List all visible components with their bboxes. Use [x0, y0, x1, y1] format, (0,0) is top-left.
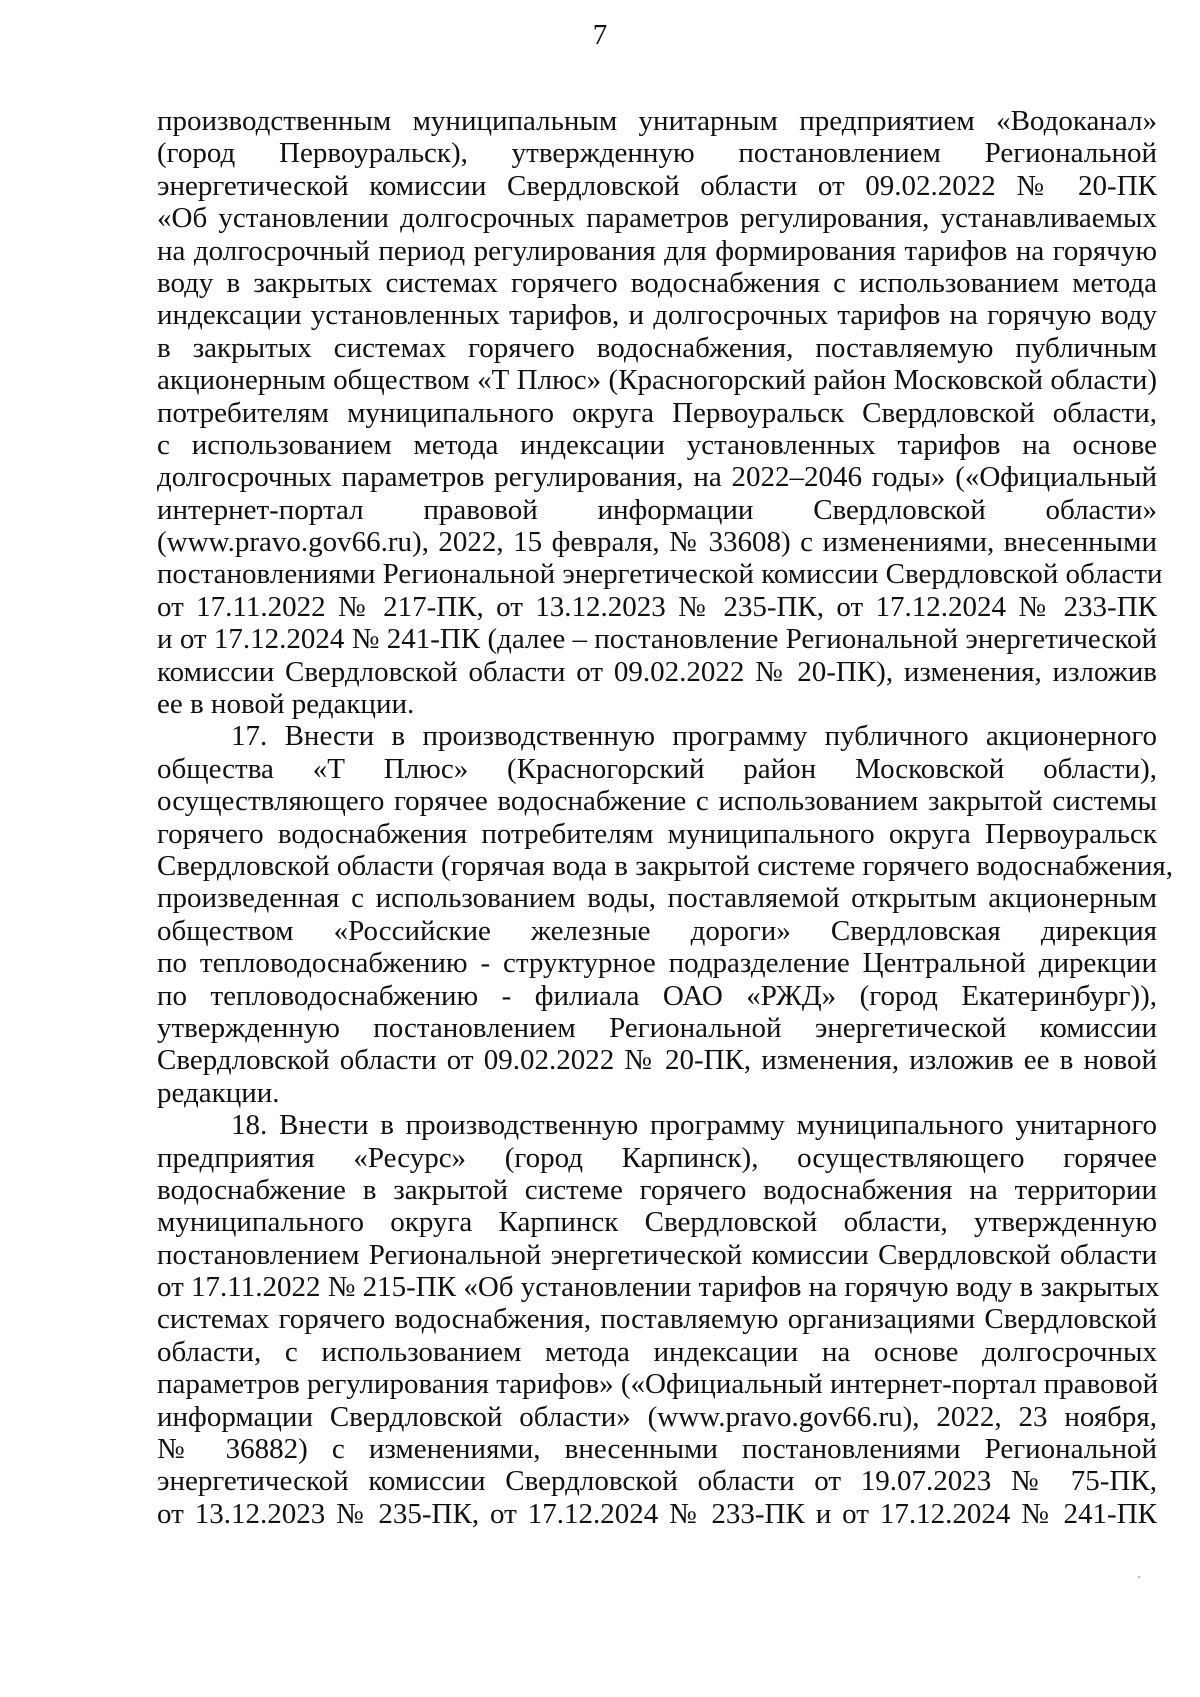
text-line: индексации установленных тарифов, и долгосрочных тарифов на горячую воду — [157, 299, 1157, 332]
text-line: 18. Внести в производственную программу муниципального унитарного — [231, 1109, 1157, 1142]
text-line: долгосрочных параметров регулирования, на 2022–2046 годы» («Официальный — [157, 461, 1157, 494]
text-line: и от 17.12.2024 № 241-ПК (далее – постановление Региональной энергетической — [157, 623, 1157, 656]
paragraph-item-17 — [157, 720, 1173, 1109]
text-line: интернет-портал правовой информации Свердловской области» — [157, 493, 1157, 526]
text-line: обществом «Российские железные дороги» Свердловская дирекция — [157, 914, 1157, 947]
paragraph-item-18 — [157, 1109, 1160, 1530]
text-line: ее в новой редакции. — [157, 688, 415, 721]
text-line: с использованием метода индексации установленных тарифов на основе — [157, 428, 1157, 461]
text-line: по тепловодоснабжению - структурное подразделение Центральной дирекции — [157, 947, 1157, 980]
text-line: производственным муниципальным унитарным предприятием «Водоканал» — [157, 105, 1157, 137]
text-line: муниципального округа Карпинск Свердловской области, утвержденную — [157, 1206, 1157, 1239]
text-line: произведенная с использованием воды, поставляемой открытым акционерным — [157, 882, 1157, 915]
text-line: энергетической комиссии Свердловской области от 09.02.2022 № 20-ПК — [157, 169, 1157, 202]
text-line: от 17.11.2022 № 215-ПК «Об установлении тарифов на горячую воду в закрытых — [157, 1271, 1160, 1304]
text-line: энергетической комиссии Свердловской области от 19.07.2023 № 75-ПК, — [157, 1465, 1157, 1498]
text-line: водоснабжение в закрытой системе горячего водоснабжения на территории — [157, 1173, 1157, 1206]
text-line: утвержденную постановлением Региональной энергетической комиссии — [157, 1011, 1157, 1044]
text-line: (www.pravo.gov66.ru), 2022, 15 февраля, № 33608) с изменениями, внесенными — [157, 526, 1157, 559]
text-line: комиссии Свердловской области от 09.02.2022 № 20-ПК), изменения, изложив — [157, 655, 1157, 688]
text-line: от 17.11.2022 № 217-ПК, от 13.12.2023 № 235-ПК, от 17.12.2024 № 233-ПК — [157, 590, 1157, 623]
document-body — [157, 105, 1173, 1530]
text-line: от 13.12.2023 № 235-ПК, от 17.12.2024 № 233-ПК и от 17.12.2024 № 241-ПК — [157, 1497, 1157, 1530]
text-line: акционерным обществом «Т Плюс» (Красногорский район Московской области) — [157, 364, 1157, 397]
text-line: горячего водоснабжения потребителям муниципального округа Первоуральск — [157, 817, 1157, 850]
text-line: «Об установлении долгосрочных параметров регулирования, устанавливаемых — [157, 202, 1157, 235]
text-line: Свердловской области (горячая вода в закрытой системе горячего водоснабжения, — [157, 849, 1173, 882]
scan-artifact — [1138, 1576, 1140, 1578]
text-line: системах горячего водоснабжения, поставляемую организациями Свердловской — [157, 1303, 1157, 1336]
text-line: постановлением Региональной энергетической комиссии Свердловской области — [157, 1238, 1157, 1271]
text-line: потребителям муниципального округа Первоуральск Свердловской области, — [157, 396, 1157, 429]
text-line: информации Свердловской области» (www.pravo.gov66.ru), 2022, 23 ноября, — [157, 1400, 1157, 1433]
text-line: (город Первоуральск), утвержденную постановлением Региональной — [157, 137, 1157, 170]
text-line: 17. Внести в производственную программу публичного акционерного — [231, 720, 1157, 753]
paragraph-continuation — [157, 105, 1163, 721]
text-line: области, с использованием метода индексации на основе долгосрочных — [157, 1335, 1157, 1368]
text-line: воду в закрытых системах горячего водоснабжения с использованием метода — [157, 266, 1157, 299]
text-line: в закрытых системах горячего водоснабжения, поставляемую публичным — [157, 331, 1157, 364]
text-line: редакции. — [157, 1076, 280, 1109]
text-line: на долгосрочный период регулирования для формирования тарифов на горячую — [157, 234, 1157, 267]
text-line: параметров регулирования тарифов» («Официальный интернет-портал правовой — [157, 1368, 1159, 1401]
text-line: предприятия «Ресурс» (город Карпинск), осуществляющего горячее — [157, 1141, 1157, 1174]
text-line: по тепловодоснабжению - филиала ОАО «РЖД» (город Екатеринбург)), — [157, 979, 1157, 1012]
text-line: № 36882) с изменениями, внесенными постановлениями Региональной — [157, 1433, 1157, 1466]
page-number: 7 — [592, 19, 608, 51]
text-line: осуществляющего горячее водоснабжение с использованием закрытой системы — [157, 785, 1157, 818]
text-line: постановлениями Региональной энергетической комиссии Свердловской области — [157, 558, 1163, 591]
text-line: общества «Т Плюс» (Красногорский район Московской области), — [157, 752, 1157, 785]
text-line: Свердловской области от 09.02.2022 № 20-ПК, изменения, изложив ее в новой — [157, 1044, 1157, 1077]
